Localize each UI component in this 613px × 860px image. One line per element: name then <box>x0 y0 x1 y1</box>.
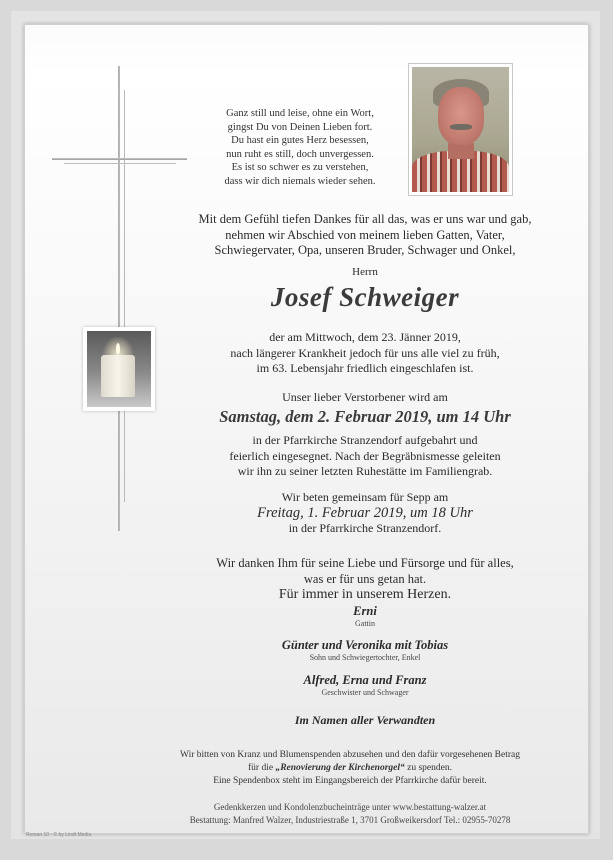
mourner-role: Geschwister und Schwager <box>321 688 409 697</box>
poem-line: Es ist so schwer es zu verstehen, <box>231 162 369 173</box>
salutation: Herrn <box>352 266 378 278</box>
donation-line: Wir bitten von Kranz und Blumenspenden abzusehen und den dafür vorgesehenen Betrag <box>179 750 521 760</box>
death-line: im 63. Lebensjahr friedlich eingeschlafen ist. <box>256 361 474 375</box>
poem-line: dass wir dich niemals wieder sehen. <box>224 175 376 187</box>
cross-horizontal-bar <box>52 158 187 160</box>
poem-line: gingst Du von Deinen Lieben fort. <box>227 121 373 133</box>
intro-text <box>185 212 545 259</box>
thanks-closing: Für immer in unserem Herzen. <box>278 587 452 602</box>
intro-line: nehmen wir Abschied von meinem lieben Gatten, Vater, <box>225 227 505 242</box>
mourner <box>185 638 545 662</box>
mourner-name: Alfred, Erna und Franz <box>303 673 427 687</box>
portrait-photo <box>408 63 513 196</box>
funeral-date: Samstag, dem 2. Februar 2019, um 14 Uhr <box>219 407 511 426</box>
poem-line: Ganz still und leise, ohne ein Wort, <box>226 108 374 119</box>
cross-vertical-shadow <box>124 90 125 502</box>
thanks-line: Wir danken Ihm für seine Liebe und Fürsorge und für alles, <box>216 556 514 570</box>
death-line: der am Mittwoch, dem 23. Jänner 2019, <box>269 330 461 344</box>
candle-flame-icon <box>116 343 120 354</box>
cross-vertical-bar <box>118 66 120 531</box>
mourner <box>185 604 545 628</box>
intro-line: Schwiegervater, Opa, unseren Bruder, Schwager und Onkel, <box>214 243 516 257</box>
cross-horizontal-shadow <box>64 163 176 164</box>
prayer-date: Freitag, 1. Februar 2019, um 18 Uhr <box>257 504 473 521</box>
announcement: Unser lieber Verstorbener wird am <box>282 390 448 404</box>
church-text <box>185 433 545 480</box>
donation-cause: „Renovierung der Kirchenorgel“ <box>275 763 405 773</box>
prayer-text <box>185 490 545 537</box>
prayer-line: Wir beten gemeinsam für Sepp am <box>281 490 449 504</box>
candle-image <box>83 327 155 411</box>
mourner-role: Gattin <box>355 619 375 628</box>
death-line: nach längerer Krankheit jedoch für uns alle viel zu früh, <box>230 345 500 360</box>
poem-line: Du hast ein gutes Herz besessen, <box>231 135 369 146</box>
deceased-name: Josef Schweiger <box>270 282 460 312</box>
mourner <box>185 673 545 697</box>
church-line: wir ihn zu seiner letzten Ruhestätte im Familiengrab. <box>237 464 493 478</box>
church-line: in der Pfarrkirche Stranzendorf aufgebahrt und <box>252 433 478 447</box>
donation-line: Eine Spendenbox steht im Eingangsbereich der Pfarrkirche dafür bereit. <box>213 776 487 786</box>
mourner-name: Erni <box>353 604 377 618</box>
donation-line: für die „Renovierung der Kirchenorgel“ zu spenden. <box>248 763 452 773</box>
poem <box>205 107 395 188</box>
intro-line: Mit dem Gefühl tiefen Dankes für all das, was er uns war und gab, <box>198 212 532 226</box>
mourner-name: Günter und Veronika mit Tobias <box>281 638 449 652</box>
church-line: feierlich eingesegnet. Nach der Begräbnismesse geleiten <box>229 448 501 463</box>
thanks-line: was er für uns getan hat. <box>303 571 427 586</box>
footer-line: Gedenkkerzen und Kondolenzbucheinträge unter www.bestattung-walzer.at <box>213 802 487 812</box>
thanks-text <box>185 556 545 603</box>
prayer-line: in der Pfarrkirche Stranzendorf. <box>288 521 442 535</box>
family-signature: Im Namen aller Verwandten <box>294 713 436 727</box>
footer-line: Bestattung: Manfred Walzer, Industriestraße 1, 3701 Großweikersdorf Tel.: 02955-70278 <box>189 815 511 825</box>
mourner-role: Sohn und Schwiegertochter, Enkel <box>309 653 421 662</box>
funeral-home-footer <box>140 801 560 827</box>
donation-note <box>140 749 560 788</box>
poem-line: nun ruht es still, doch unvergessen. <box>226 148 374 160</box>
template-code: Roman 10 · © by Lindt Media <box>26 832 92 838</box>
death-notice <box>185 330 545 377</box>
